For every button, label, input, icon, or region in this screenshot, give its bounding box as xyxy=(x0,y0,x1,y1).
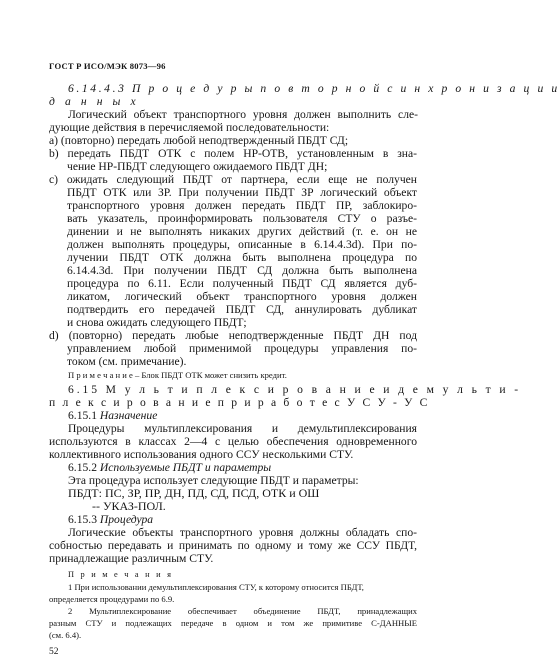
text-line: используются в классах 2—4 с целью обеспечения одновременного xyxy=(49,435,417,448)
text-line: Логический объект транспортного уровня должен выполнить сле- xyxy=(68,108,418,121)
text-line: динении и не выполнять никаких других действий (т. е. он не xyxy=(67,225,417,238)
heading-6-14-4-3: 6.14.4.3 П р о ц е д у р ы п о в т о р н о й с и н х р о н и з а ц и и xyxy=(68,82,560,95)
heading-6-15: 6.15 М у л ь т и п л е к с и р о в а н и е и д е м у л ь т и - xyxy=(68,383,522,396)
list-item-d: d) (повторно) передать любые неподтвержденные ПБДТ ДН под xyxy=(49,329,417,342)
text-line: ПБДТ ОТК или ЗР. При получении ПБДТ ЗР логический объект xyxy=(67,186,417,199)
text-line: должен выполнять процедуры, описанные в 6.14.4.3d). При по- xyxy=(67,238,417,251)
text-line: принадлежащие различным СТУ. xyxy=(49,552,214,565)
notes-heading: П р и м е ч а н и я xyxy=(68,570,174,579)
text-line: 6.14.4.3d. При получении ПБДТ СД должна быть выполнена xyxy=(67,264,417,277)
section-title: Назначение xyxy=(99,409,158,422)
subheading-6-15-3 xyxy=(68,513,153,526)
text-line: собностью передавать и принимать по одному и тому же ССУ ПБДТ, xyxy=(49,539,417,552)
running-header: ГОСТ Р ИСО/МЭК 8073—96 xyxy=(49,61,166,71)
section-number: 6.15.2 xyxy=(68,461,100,474)
note-credit: П р и м е ч а н и е – Блок ПБДТ ОТК может снизить кредит. xyxy=(68,370,287,380)
text-line: чение НР-ПБДТ следующего ожидаемого ПБДТ ДН; xyxy=(67,160,328,173)
text-line: вать указатель, проинформировать пользователя СТУ о разъе- xyxy=(67,212,417,225)
note-2: 2 Мультиплексирование обеспечивает объединение ПБДТ, принадлежащих xyxy=(68,606,417,616)
page-number: 52 xyxy=(49,647,59,657)
text-line: дующие действия в перечисляемой последовательности: xyxy=(49,121,330,134)
section-number: 6.15.3 xyxy=(68,513,100,526)
heading-6-14-4-3-cont: д а н н ы х xyxy=(49,95,140,108)
note-2-cont: разным СТУ и подлежащих передаче в одном и том же примитиве С-ДАННЫЕ xyxy=(49,618,417,628)
text-line: ликатом, логический объект транспортного уровня должен xyxy=(67,290,417,303)
section-number: 6.15.1 xyxy=(68,409,100,422)
heading-6-15-cont: п л е к с и р о в а н и е п р и р а б о т е с У С У - У С xyxy=(49,396,430,409)
list-item-c: c) ожидать следующий ПБДТ от партнера, если еще не получен xyxy=(49,173,417,186)
list-item-a: a) (повторно) передать любой неподтвержденный ПБДТ СД; xyxy=(49,134,349,147)
text-line: транспортного уровня должен передать ПБДТ ПР, заблокиро- xyxy=(67,199,417,212)
list-item-b: b) передать ПБДТ ОТК с полем НР-ОТВ, установленным в зна- xyxy=(49,147,417,160)
text-line: Процедуры мультиплексирования и демультиплексирования xyxy=(68,422,417,435)
text-line: лучении ПБДТ ОТК должна быть выполнена процедура по xyxy=(67,251,417,264)
text-line: подтвердить его передачей ПБДТ СД, аннулировать дубликат xyxy=(67,303,417,316)
text-line: Логические объекты транспортного уровня должны обладать спо- xyxy=(68,526,417,539)
text-line: током (см. примечание). xyxy=(67,355,187,368)
tpdu-list-cont: -- УКАЗ-ПОЛ. xyxy=(92,499,166,513)
tpdu-list: ПБДТ: ПС, ЗР, ПР, ДН, ПД, СД, ПСД, ОТК и ОШ xyxy=(68,486,320,500)
text-line: коллективного использования одного ССУ несколькими СТУ. xyxy=(49,448,354,461)
subheading-6-15-1 xyxy=(68,409,157,422)
text-line: процедура по 6.11. Если полученный ПБДТ СД является дуб- xyxy=(67,277,417,290)
note-1-cont: определяется процедурами по 6.9. xyxy=(49,594,175,604)
section-title: Процедура xyxy=(99,513,154,526)
text-line: Эта процедура использует следующие ПБДТ и параметры: xyxy=(68,474,359,487)
text-line: и снова ожидать следующего ПБДТ; xyxy=(67,316,247,329)
text-line: управлением любой применимой процедуры управления по- xyxy=(67,342,417,355)
subheading-6-15-2 xyxy=(68,461,271,474)
note-1: 1 При использовании демультиплексирования СТУ, к которому относится ПБДТ, xyxy=(68,582,364,592)
note-2-end: (см. 6.4). xyxy=(49,630,82,640)
section-title: Используемые ПБДТ и параметры xyxy=(99,461,272,474)
